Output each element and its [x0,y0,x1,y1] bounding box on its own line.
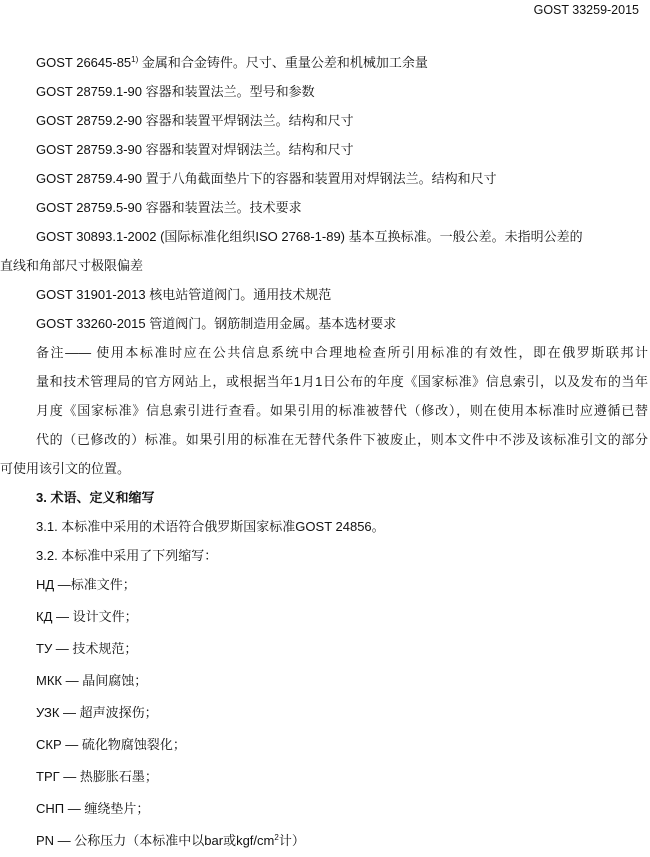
abbreviation-item: НД —标准文件； [36,577,136,592]
abbreviation-text: 计） [278,833,305,848]
section-paragraph: 3.1. 本标准中采用的术语符合俄罗斯国家标准GOST 24856。 [36,519,385,534]
reference-text: 金属和合金铸件。尺寸、重量公差和机械加工余量 [138,55,428,70]
reference-item: GOST 33260-2015 管道阀门。钢筋制造用金属。基本选材要求 [36,316,397,331]
abbreviation-item: СКР — 硫化物腐蚀裂化； [36,737,186,752]
abbreviation-item: УЗК — 超声波探伤； [36,705,158,720]
reference-item: GOST 28759.2-90 容器和装置平焊钢法兰。结构和尺寸 [36,113,354,128]
reference-item: GOST 28759.5-90 容器和装置法兰。技术要求 [36,200,302,215]
reference-item: GOST 31901-2013 核电站管道阀门。通用技术规范 [36,287,332,302]
note-line: 量和技术管理局的官方网站上，或根据当年1月1日公布的年度《国家标准》信息索引，以及发布的当年 [36,374,648,389]
reference-item-30893-line1: GOST 30893.1-2002 (国际标准化组织ISO 2768-1-89) 基本互换标准。一般公差。未指明公差的 [36,229,583,244]
abbreviation-item: КД — 设计文件； [36,609,138,624]
note-line: 月度《国家标准》信息索引进行查看。如果引用的标准被替代（修改），则在使用本标准时应遵循已替 [36,403,648,418]
section-heading: 3. 术语、定义和缩写 [36,490,155,505]
section-paragraph: 3.2. 本标准中采用了下列缩写： [36,548,218,563]
page-header-doc-id: GOST 33259-2015 [533,3,639,17]
abbreviation-item: МКК — 晶间腐蚀； [36,673,148,688]
reference-item-30893-line2: 直线和角部尺寸极限偏差 [0,258,144,273]
abbreviation-item: ТРГ — 热膨胀石墨； [36,769,158,784]
abbreviation-list [0,569,650,857]
document-body [0,48,650,857]
note-line: 备注—— 使用本标准时应在公共信息系统中合理地检查所引用标准的有效性，即在俄罗斯联邦计 [36,345,648,360]
reference-item [0,48,650,77]
reference-item: GOST 28759.1-90 容器和装置法兰。型号和参数 [36,84,315,99]
abbreviation-item-pn [0,825,650,857]
reference-item: GOST 28759.3-90 容器和装置对焊钢法兰。结构和尺寸 [36,142,354,157]
note-line: 可使用该引文的位置。 [0,461,131,476]
reference-text: GOST 26645-85 [36,55,132,70]
abbreviation-item: ТУ — 技术规范； [36,641,138,656]
footnote-marker: 1) [131,55,139,64]
note-line: 代的（已修改的）标准。如果引用的标准在无替代条件下被废止，则本文件中不涉及该标准引文的部分 [36,432,648,447]
superscript: 2 [274,833,279,842]
abbreviation-item: СНП — 缠绕垫片； [36,801,150,816]
abbreviation-text: PN — 公称压力（本标准中以bar或kgf/cm [36,833,275,848]
reference-item: GOST 28759.4-90 置于八角截面垫片下的容器和装置用对焊钢法兰。结构和尺寸 [36,171,497,186]
